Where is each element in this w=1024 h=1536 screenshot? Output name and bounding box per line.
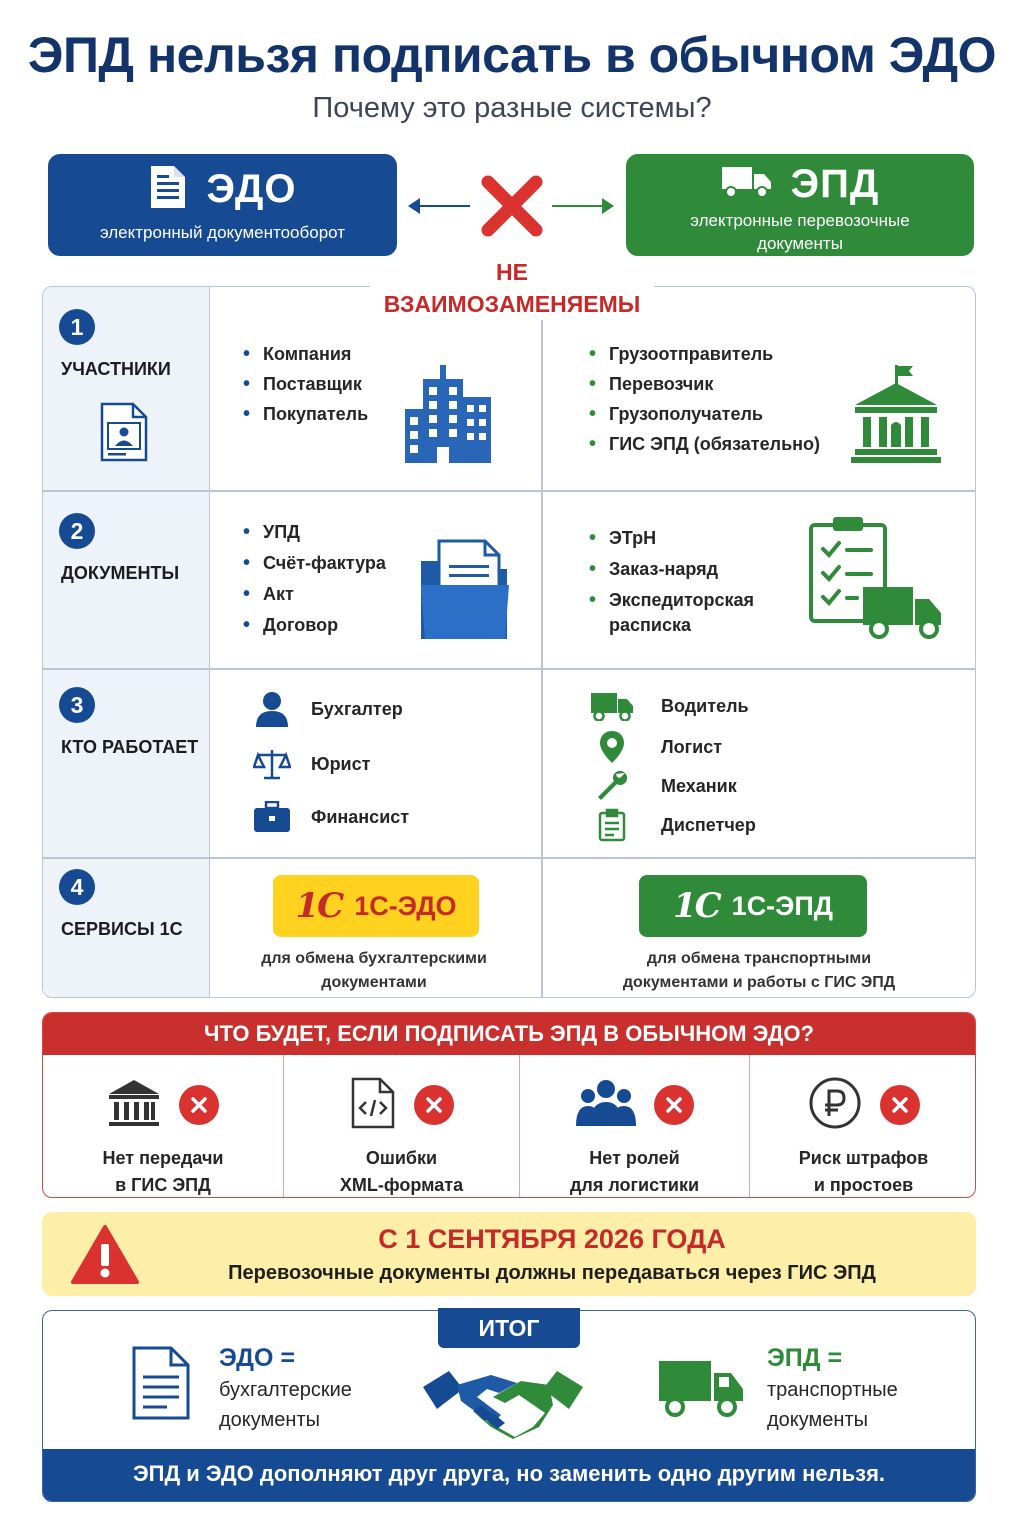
not-interchangeable-label: НЕ ВЗАИМОЗАМЕНЯЕМЫ xyxy=(370,256,654,320)
worker-logistician: Логист xyxy=(583,730,722,764)
epd-description-line1: электронные перевозочные xyxy=(690,211,910,230)
red-cross-icon xyxy=(478,172,546,245)
briefcase-icon xyxy=(243,801,301,833)
worker-dispatcher: Диспетчер xyxy=(583,808,756,842)
worker-mechanic: Механик xyxy=(583,769,737,803)
1c-logo-icon: 1С xyxy=(295,886,343,926)
edo-documents-list xyxy=(243,517,386,641)
list-item: • Грузополучатель xyxy=(589,399,820,429)
page-title: ЭПД нельзя подписать в обычном ЭДО xyxy=(27,27,997,83)
summary-epd: ЭПД = транспортные документы xyxy=(767,1344,898,1431)
edo-header xyxy=(48,154,397,256)
government-building-icon xyxy=(851,363,941,470)
row-label-participants: УЧАСТНИКИ xyxy=(61,359,171,379)
edo-participants-list xyxy=(243,339,368,429)
scales-icon xyxy=(243,747,301,781)
list-item: • Счёт-фактура xyxy=(243,548,386,579)
consequence-item: Риск штрафов и простоев xyxy=(749,1055,976,1198)
service-1c-edo-description: для обмена бухгалтерскими документами xyxy=(261,950,487,991)
worker-lawyer: Юрист xyxy=(243,747,370,781)
truck-icon xyxy=(657,1357,745,1424)
document-icon xyxy=(131,1345,191,1426)
row-number-3: 3 xyxy=(59,687,95,723)
1c-logo-icon: 1С xyxy=(672,886,720,926)
consequences-panel xyxy=(42,1012,976,1198)
row-label-documents: ДОКУМЕНТЫ xyxy=(61,563,180,583)
page-subtitle: Почему это разные системы? xyxy=(312,92,712,124)
list-item: • Заказ-наряд xyxy=(589,554,759,585)
folder-icon xyxy=(419,539,511,648)
consequences-title: ЧТО БУДЕТ, ЕСЛИ ПОДПИСАТЬ ЭПД В ОБЫЧНОМ ЭДО? xyxy=(43,1013,975,1055)
deadline-banner xyxy=(42,1212,976,1296)
row-number-4: 4 xyxy=(59,869,95,905)
consequence-item: Ошибки XML-формата xyxy=(283,1055,519,1198)
checklist-truck-icon xyxy=(807,515,947,646)
office-building-icon xyxy=(403,363,493,470)
truck-icon xyxy=(721,164,773,205)
government-building-icon xyxy=(107,1076,161,1135)
epd-participants-list xyxy=(589,339,820,459)
consequence-item: Нет ролей для логистики xyxy=(519,1055,749,1198)
x-circle-icon xyxy=(880,1085,920,1125)
location-pin-icon xyxy=(583,730,641,764)
list-item: • УПД xyxy=(243,517,386,548)
wrench-icon xyxy=(583,769,641,803)
epd-description-line2: документы xyxy=(757,234,843,253)
summary-tag: ИТОГ xyxy=(438,1308,580,1348)
list-item: • Покупатель xyxy=(243,399,368,429)
worker-driver: Водитель xyxy=(583,691,749,721)
worker-accountant: Бухгалтер xyxy=(243,691,403,727)
list-item: • ЭТрН xyxy=(589,523,759,554)
deadline-text: Перевозочные документы должны передаваться через ГИС ЭПД xyxy=(228,1262,876,1284)
code-file-icon xyxy=(350,1076,396,1135)
person-icon xyxy=(243,691,301,727)
ruble-coin-icon xyxy=(808,1076,862,1135)
deadline-title: С 1 СЕНТЯБРЯ 2026 ГОДА xyxy=(378,1224,726,1254)
summary-footer: ЭПД и ЭДО дополняют друг друга, но заменить одно другим нельзя. xyxy=(43,1449,975,1501)
row-number-1: 1 xyxy=(59,309,95,345)
truck-icon xyxy=(583,691,641,721)
list-item: • Поставщик xyxy=(243,369,368,399)
row-label-who-works: КТО РАБОТАЕТ xyxy=(61,737,199,757)
epd-header xyxy=(626,154,974,256)
worker-financier: Финансист xyxy=(243,801,409,833)
row-label-services: СЕРВИСЫ 1С xyxy=(61,919,183,939)
x-circle-icon xyxy=(179,1085,219,1125)
service-1c-epd-description: для обмена транспортными документами и работы с ГИС ЭПД xyxy=(622,950,896,991)
list-item: • Перевозчик xyxy=(589,369,820,399)
list-item: • Акт xyxy=(243,579,386,610)
comparison-table xyxy=(42,286,976,998)
list-item: • Грузоотправитель xyxy=(589,339,820,369)
relation-indicator xyxy=(404,168,620,246)
consequence-item: Нет передачи в ГИС ЭПД xyxy=(43,1055,283,1198)
edo-title: ЭДО xyxy=(206,167,297,211)
x-circle-icon xyxy=(414,1085,454,1125)
epd-documents-list xyxy=(589,523,759,638)
edo-description: электронный документооборот xyxy=(99,223,346,242)
list-item: • Экспедиторская расписка xyxy=(589,585,759,638)
summary-edo: ЭДО = бухгалтерские документы xyxy=(219,1344,352,1431)
people-group-icon xyxy=(576,1078,636,1133)
warning-icon xyxy=(70,1224,140,1291)
clipboard-icon xyxy=(583,808,641,842)
x-circle-icon xyxy=(654,1085,694,1125)
list-item: • ГИС ЭПД (обязательно) xyxy=(589,429,820,459)
handshake-icon xyxy=(421,1357,585,1446)
id-card-icon xyxy=(99,401,149,468)
service-1c-edo-badge: 1С 1С-ЭДО xyxy=(273,875,479,937)
service-1c-epd-badge: 1С 1С-ЭПД xyxy=(639,875,867,937)
list-item: • Компания xyxy=(243,339,368,369)
list-item: • Договор xyxy=(243,610,386,641)
document-icon xyxy=(148,164,188,215)
row-number-2: 2 xyxy=(59,513,95,549)
epd-title: ЭПД xyxy=(790,162,880,206)
